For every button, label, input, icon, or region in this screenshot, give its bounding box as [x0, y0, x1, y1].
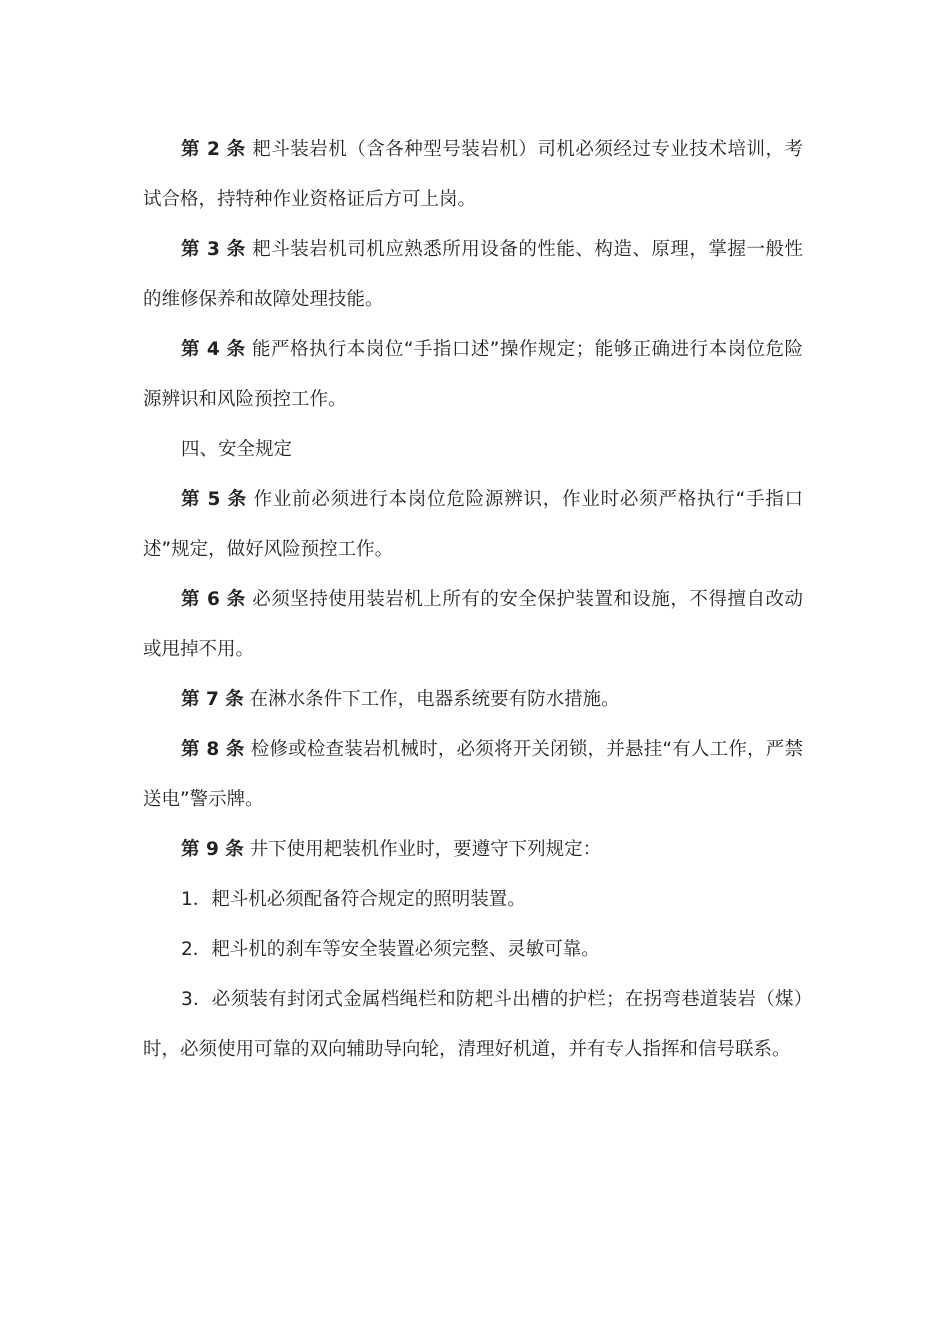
rule-item-text: 3．必须装有封闭式金属档绳栏和防耙斗出槽的护栏；在拐弯巷道装岩（煤）时，必须使用可靠的双向辅助导向轮，清理好机道，并有专人指挥和信号联系。	[143, 989, 803, 1060]
article-text: 井下使用耙装机作业时，要遵守下列规定：	[243, 839, 602, 860]
article-label: 第 5 条	[181, 489, 247, 510]
section-heading-safety	[143, 425, 803, 475]
rule-item-3	[143, 975, 803, 1075]
article-label: 第 2 条	[181, 139, 246, 160]
article-label: 第 7 条	[181, 689, 244, 710]
article-text: 耙斗装岩机司机应熟悉所用设备的性能、构造、原理，掌握一般性的维修保养和故障处理技能。	[143, 239, 803, 310]
rule-item-text: 1．耙斗机必须配备符合规定的照明装置。	[181, 889, 526, 910]
article-5	[143, 475, 803, 575]
article-4	[143, 325, 803, 425]
article-label: 第 3 条	[181, 239, 246, 260]
rule-item-2	[143, 925, 803, 975]
rule-item-1	[143, 875, 803, 925]
document-body	[143, 125, 803, 1075]
article-2	[143, 125, 803, 225]
article-text: 作业前必须进行本岗位危险源辨识，作业时必须严格执行“手指口述”规定，做好风险预控工作。	[143, 489, 804, 560]
article-6	[143, 575, 803, 675]
article-text: 必须坚持使用装岩机上所有的安全保护装置和设施，不得擅自改动或甩掉不用。	[143, 589, 803, 660]
section-heading-text: 四、安全规定	[181, 439, 293, 460]
article-label: 第 8 条	[181, 739, 245, 760]
article-text: 在淋水条件下工作，电器系统要有防水措施。	[243, 689, 620, 710]
article-text: 耙斗装岩机（含各种型号装岩机）司机必须经过专业技术培训，考试合格，持特种作业资格证后方可上岗。	[143, 139, 803, 210]
article-8	[143, 725, 803, 825]
article-label: 第 6 条	[181, 589, 246, 610]
article-9	[143, 825, 803, 875]
article-text: 检修或检查装岩机械时，必须将开关闭锁，并悬挂“有人工作，严禁送电”警示牌。	[143, 739, 803, 810]
article-label: 第 9 条	[181, 839, 244, 860]
article-7	[143, 675, 803, 725]
article-label: 第 4 条	[181, 339, 246, 360]
article-3	[143, 225, 803, 325]
article-text: 能严格执行本岗位“手指口述”操作规定；能够正确进行本岗位危险源辨识和风险预控工作。	[143, 339, 803, 410]
rule-item-text: 2．耙斗机的刹车等安全装置必须完整、灵敏可靠。	[181, 939, 600, 960]
